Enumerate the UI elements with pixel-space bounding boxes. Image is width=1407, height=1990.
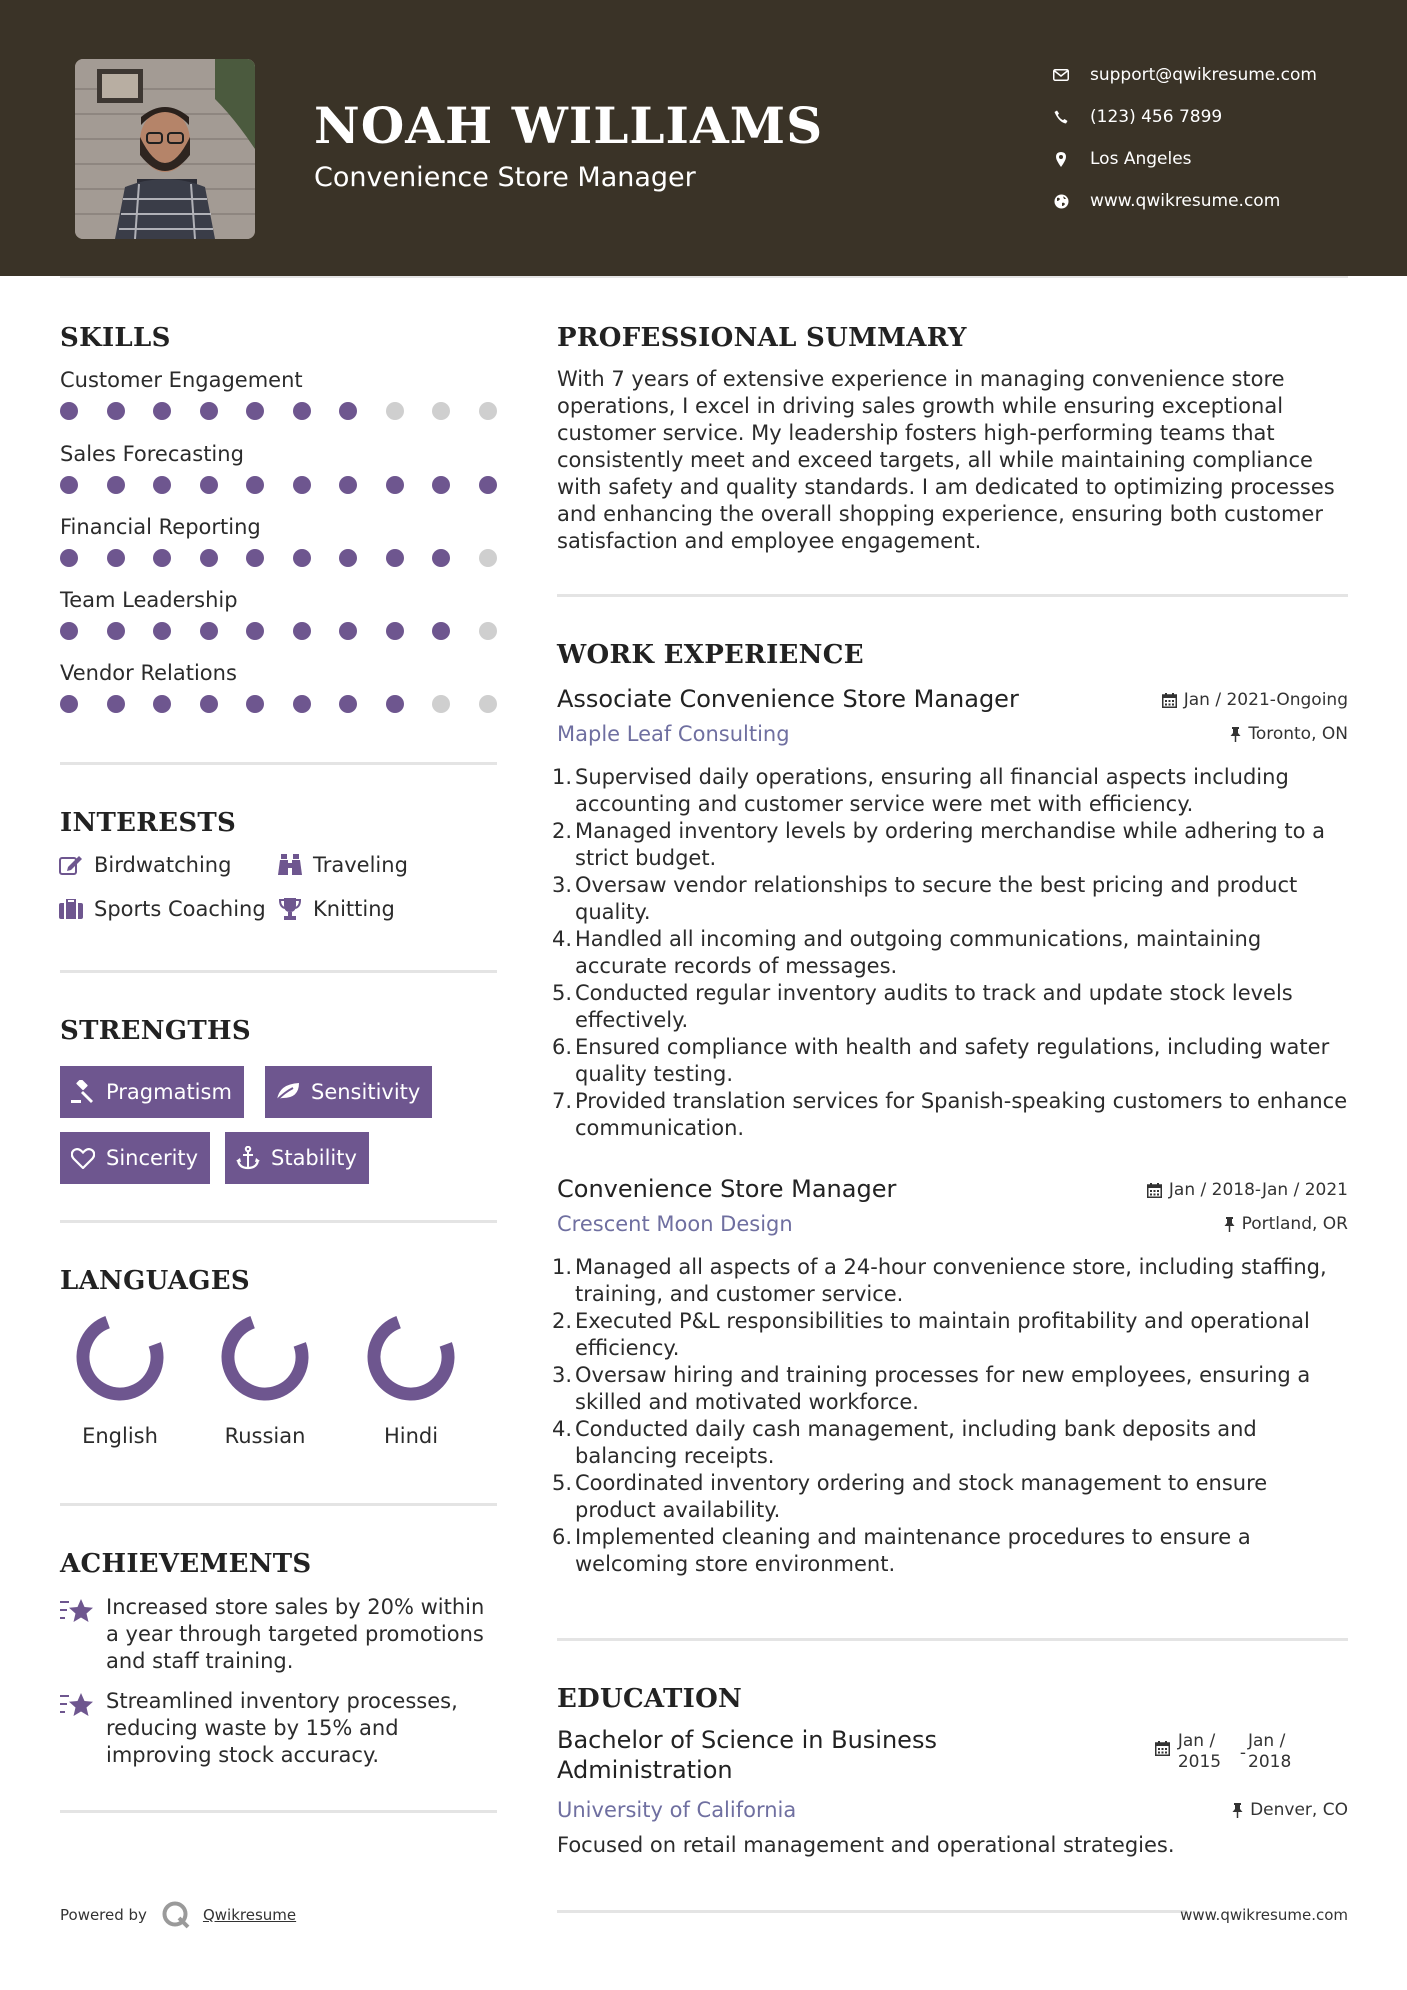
education-degree: Bachelor of Science in Business Administration [557, 1726, 937, 1784]
list-item: 4. Conducted daily cash management, including bank deposits and balancing receipts. [552, 1417, 1257, 1468]
envelope-icon [1050, 64, 1072, 86]
section-divider [557, 1638, 1348, 1641]
skill-dot-filled [107, 476, 125, 494]
achievement-item [60, 1594, 500, 1675]
skill-dot-filled [60, 476, 78, 494]
skill-rating [60, 622, 500, 640]
leaf-icon [275, 1079, 301, 1105]
education-heading: EDUCATION [557, 1684, 743, 1714]
skill-dot-filled [153, 549, 171, 567]
language-ring-arc [366, 1312, 456, 1402]
job-date [1147, 1180, 1348, 1200]
skill-dot-filled [293, 622, 311, 640]
languages-heading: LANGUAGES [60, 1266, 250, 1296]
skill-dot-filled [246, 695, 264, 713]
skill-dot-filled [386, 622, 404, 640]
contact-email-text: support@qwikresume.com [1090, 65, 1317, 85]
list-item: 2. Executed P&L responsibilities to maintain profitability and operational efficiency. [552, 1309, 1310, 1360]
calendar-icon [1162, 693, 1177, 708]
skill-dot-filled [107, 549, 125, 567]
powered-by [60, 1900, 296, 1930]
achievement-item [60, 1688, 500, 1769]
skill-dot-filled [153, 695, 171, 713]
skill-dot-filled [153, 402, 171, 420]
list-item: 5. Coordinated inventory ordering and stock management to ensure product availability. [552, 1471, 1268, 1522]
language-proficiency-ring [366, 1312, 456, 1402]
list-item: 1. Supervised daily operations, ensuring all financial aspects including accounting and customer service were met with efficiency. [552, 765, 1289, 816]
candidate-title: Convenience Store Manager [314, 162, 696, 193]
job-role: Associate Convenience Store Manager [557, 685, 1019, 713]
skill-item [60, 368, 500, 392]
skill-dot-filled [60, 622, 78, 640]
interests-heading: INTERESTS [60, 808, 237, 838]
skill-dot-filled [153, 622, 171, 640]
qwikresume-logo-icon [161, 1900, 191, 1930]
skill-item [60, 442, 500, 466]
skill-dot-filled [293, 549, 311, 567]
strength-label: Sincerity [106, 1146, 199, 1170]
skill-dot-empty [479, 402, 497, 420]
job-company: Crescent Moon Design [557, 1212, 793, 1236]
gavel-icon [70, 1079, 96, 1105]
job-company: Maple Leaf Consulting [557, 722, 790, 746]
summary-text: With 7 years of extensive experience in managing convenience store operations, I excel in driving sales growth while ensuring exceptional customer service. My leadership fosters high-performing teams that consistently meet and exceed targets, all while maintaining compliance with safety and quality standards. I am dedicated to optimizing processes and enhancing the overall shopping experience, ensuring both customer satisfaction and employee engagement. [557, 367, 1335, 553]
qwikresume-link[interactable]: Qwikresume [202, 1906, 297, 1924]
job-date-text: Jan / 2021-Ongoing [1183, 690, 1348, 710]
pushpin-icon [1230, 727, 1241, 742]
job-location-text: Portland, OR [1241, 1214, 1348, 1234]
skill-dot-filled [60, 402, 78, 420]
contact-location-text: Los Angeles [1090, 149, 1192, 169]
strength-label: Stability [271, 1146, 357, 1170]
skill-dot-filled [339, 402, 357, 420]
job-date-text: Jan / 2018-Jan / 2021 [1168, 1180, 1348, 1200]
interest-item [58, 896, 266, 922]
strength-badge [225, 1132, 369, 1184]
section-divider [60, 1810, 497, 1813]
skill-name: Team Leadership [60, 588, 238, 612]
education-location [1232, 1800, 1348, 1820]
anchor-icon [235, 1145, 261, 1171]
skill-item [60, 588, 500, 612]
section-divider [60, 970, 497, 973]
footer-divider [557, 1910, 1187, 1913]
interest-item [277, 896, 395, 922]
calendar-icon [1147, 1183, 1162, 1198]
list-item: 6. Ensured compliance with health and safety regulations, including water quality testing. [552, 1035, 1330, 1086]
skill-name: Financial Reporting [60, 515, 261, 539]
list-item: 3. Oversaw hiring and training processes for new employees, ensuring a skilled and motivated workforce. [552, 1363, 1311, 1414]
list-item: 6. Implemented cleaning and maintenance procedures to ensure a welcoming store environment. [552, 1525, 1251, 1576]
skill-dot-filled [432, 622, 450, 640]
interest-item [277, 852, 408, 878]
list-item: 7. Provided translation services for Spanish-speaking customers to enhance communication. [552, 1089, 1348, 1140]
strength-badge [265, 1066, 432, 1118]
skill-dot-filled [200, 695, 218, 713]
map-marker-icon [1050, 148, 1072, 170]
experience-heading: WORK EXPERIENCE [557, 640, 864, 670]
skill-dot-filled [246, 622, 264, 640]
skill-dot-filled [200, 402, 218, 420]
interest-label: Traveling [313, 853, 408, 877]
trophy-icon [277, 896, 303, 922]
language-ring-arc [75, 1312, 165, 1402]
list-item: 4. Handled all incoming and outgoing communications, maintaining accurate records of messages. [552, 927, 1262, 978]
section-divider [557, 594, 1348, 597]
job-location-text: Toronto, ON [1248, 724, 1348, 744]
skill-dot-empty [479, 695, 497, 713]
calendar-icon [1155, 1741, 1170, 1761]
skill-dot-filled [246, 549, 264, 567]
job-date [1162, 690, 1348, 710]
skill-dot-filled [293, 402, 311, 420]
contact-phone-text: (123) 456 7899 [1090, 107, 1223, 127]
skill-dot-filled [200, 622, 218, 640]
skill-rating [60, 695, 500, 713]
strengths-heading: STRENGTHS [60, 1016, 251, 1046]
skill-dot-filled [107, 695, 125, 713]
skill-dot-filled [293, 476, 311, 494]
skill-dot-filled [339, 622, 357, 640]
star-list-icon [60, 1596, 94, 1626]
strength-badge [60, 1066, 244, 1118]
contact-email[interactable] [1050, 54, 1317, 96]
job-responsibilities [552, 764, 1348, 1142]
skill-name: Vendor Relations [60, 661, 237, 685]
interest-label: Knitting [313, 897, 395, 921]
skill-dot-filled [246, 402, 264, 420]
skill-dot-filled [246, 476, 264, 494]
skills-heading: SKILLS [60, 323, 171, 353]
summary-heading: PROFESSIONAL SUMMARY [557, 323, 967, 353]
achievement-text: Increased store sales by 20% within a year through targeted promotions and staff training. [106, 1595, 485, 1673]
skill-dot-filled [339, 695, 357, 713]
skill-dot-filled [200, 549, 218, 567]
achievement-text: Streamlined inventory processes, reducing waste by 15% and improving stock accuracy. [106, 1689, 458, 1767]
language-ring-arc [220, 1312, 310, 1402]
language-item [336, 1312, 486, 1448]
education-start-date: Jan / 2015 [1177, 1731, 1222, 1772]
skill-dot-filled [432, 476, 450, 494]
pencil-square-icon [58, 852, 84, 878]
language-item [45, 1312, 195, 1448]
star-list-icon [60, 1690, 94, 1720]
language-name: Hindi [383, 1424, 439, 1448]
skill-dot-filled [479, 476, 497, 494]
skill-rating [60, 476, 500, 494]
phone-icon [1050, 106, 1072, 128]
binoculars-icon [277, 852, 303, 878]
job-role: Convenience Store Manager [557, 1175, 897, 1203]
contact-location [1050, 138, 1317, 180]
briefcase-icon [58, 896, 84, 922]
skill-dot-empty [432, 402, 450, 420]
date-separator: - [1239, 1743, 1246, 1763]
strength-label: Pragmatism [106, 1080, 232, 1104]
contact-list [1050, 54, 1317, 222]
skill-item [60, 515, 500, 539]
powered-by-text: Powered by [60, 1906, 147, 1924]
job-location [1224, 1214, 1348, 1234]
job-responsibilities [552, 1254, 1348, 1578]
profile-photo [75, 59, 255, 239]
interest-item [58, 852, 231, 878]
skill-dot-empty [386, 402, 404, 420]
skill-dot-filled [386, 549, 404, 567]
resume-header [0, 0, 1407, 276]
skill-dot-filled [432, 549, 450, 567]
education-description: Focused on retail management and operational strategies. [557, 1833, 1175, 1857]
language-name: English [82, 1424, 158, 1448]
interest-label: Sports Coaching [94, 897, 266, 921]
contact-website[interactable] [1050, 180, 1317, 222]
education-location-text: Denver, CO [1250, 1800, 1348, 1820]
skill-name: Sales Forecasting [60, 442, 244, 466]
skill-name: Customer Engagement [60, 368, 303, 392]
skill-dot-filled [60, 695, 78, 713]
strength-label: Sensitivity [311, 1080, 421, 1104]
interest-label: Birdwatching [94, 853, 232, 877]
skill-rating [60, 402, 500, 420]
language-item [190, 1312, 340, 1448]
language-proficiency-ring [75, 1312, 165, 1402]
list-item: 3. Oversaw vendor relationships to secure the best pricing and product quality. [552, 873, 1298, 924]
education-end-date: Jan / 2018 [1248, 1731, 1292, 1772]
skill-dot-filled [293, 695, 311, 713]
skill-dot-empty [479, 622, 497, 640]
skill-dot-filled [60, 549, 78, 567]
skill-dot-filled [153, 476, 171, 494]
skill-dot-empty [432, 695, 450, 713]
achievements-heading: ACHIEVEMENTS [60, 1549, 312, 1579]
contact-website-text: www.qwikresume.com [1090, 191, 1281, 211]
candidate-name: NOAH WILLIAMS [314, 96, 824, 155]
contact-phone[interactable] [1050, 96, 1317, 138]
skill-item [60, 661, 500, 685]
strength-badge [60, 1132, 210, 1184]
pushpin-icon [1232, 1803, 1243, 1818]
list-item: 1. Managed all aspects of a 24-hour convenience store, including staffing, training, and customer service. [552, 1255, 1327, 1306]
skill-dot-filled [107, 402, 125, 420]
skill-dot-empty [479, 549, 497, 567]
footer-url[interactable]: www.qwikresume.com [1180, 1906, 1348, 1924]
education-school: University of California [557, 1798, 797, 1822]
globe-icon [1050, 190, 1072, 212]
education-dates [1155, 1731, 1310, 1773]
section-divider [60, 1503, 497, 1506]
skill-dot-filled [386, 476, 404, 494]
skill-dot-filled [107, 622, 125, 640]
skill-rating [60, 549, 500, 567]
list-item: 2. Managed inventory levels by ordering merchandise while adhering to a strict budget. [552, 819, 1326, 870]
skill-dot-filled [200, 476, 218, 494]
job-location [1230, 724, 1348, 744]
skill-dot-filled [339, 549, 357, 567]
section-divider [60, 1220, 497, 1223]
skill-dot-filled [339, 476, 357, 494]
list-item: 5. Conducted regular inventory audits to track and update stock levels effectively. [552, 981, 1293, 1032]
section-divider [60, 762, 497, 765]
language-proficiency-ring [220, 1312, 310, 1402]
skill-dot-filled [386, 695, 404, 713]
language-name: Russian [224, 1424, 306, 1448]
pushpin-icon [1224, 1217, 1235, 1232]
heart-icon [70, 1145, 96, 1171]
header-divider [60, 276, 1348, 278]
